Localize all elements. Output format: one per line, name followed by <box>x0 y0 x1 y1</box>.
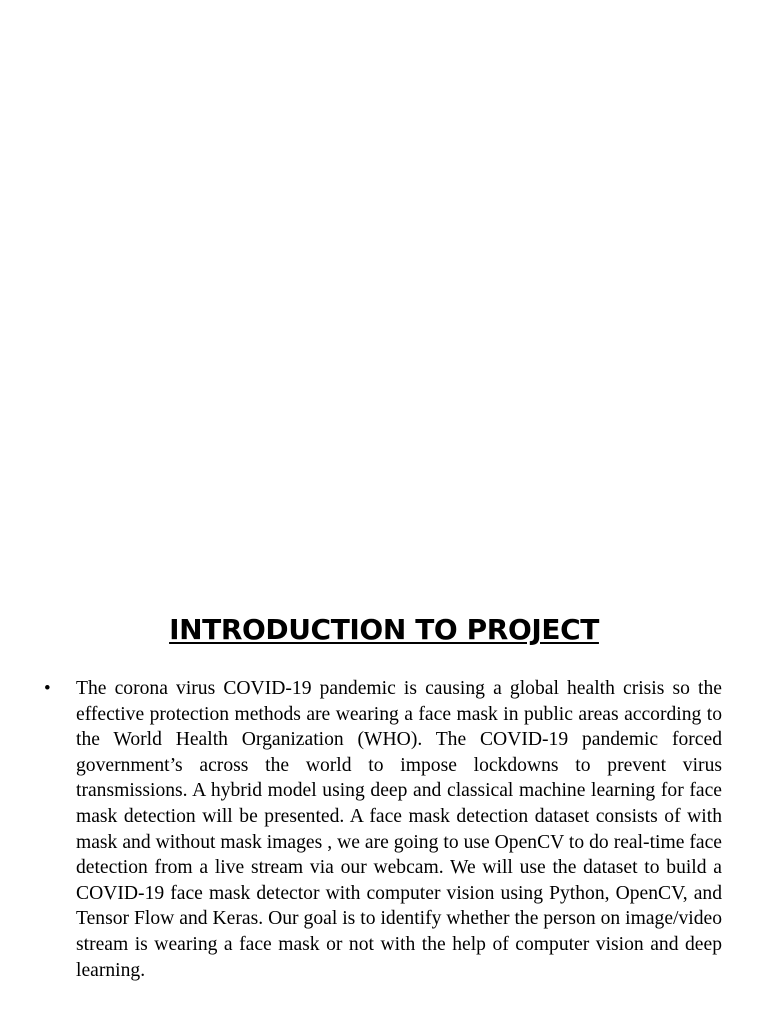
bullet-list <box>44 676 722 983</box>
bullet-item <box>44 676 722 983</box>
slide-title: INTRODUCTION TO PROJECT <box>169 613 599 646</box>
bullet-marker: • <box>44 678 51 699</box>
bullet-text: The corona virus COVID-19 pandemic is causing a global health crisis so the effective protection methods are wearing a face mask in public areas according to the World Health Organization (WHO). The COVID-19 pandemic forced government’s across the world to impose lockdowns to prevent virus transmissions. A hybrid model using deep and classical machine learning for face mask detection will be presented. A face mask detection dataset consists of with mask and without mask images , we are going to use OpenCV to do real-time face detection from a live stream via our webcam. We will use the dataset to build a COVID-19 face mask detector with computer vision using Python, OpenCV, and Tensor Flow and Keras. Our goal is to identify whether the person on image/video stream is wearing a face mask or not with the help of computer vision and deep learning. <box>76 678 722 981</box>
